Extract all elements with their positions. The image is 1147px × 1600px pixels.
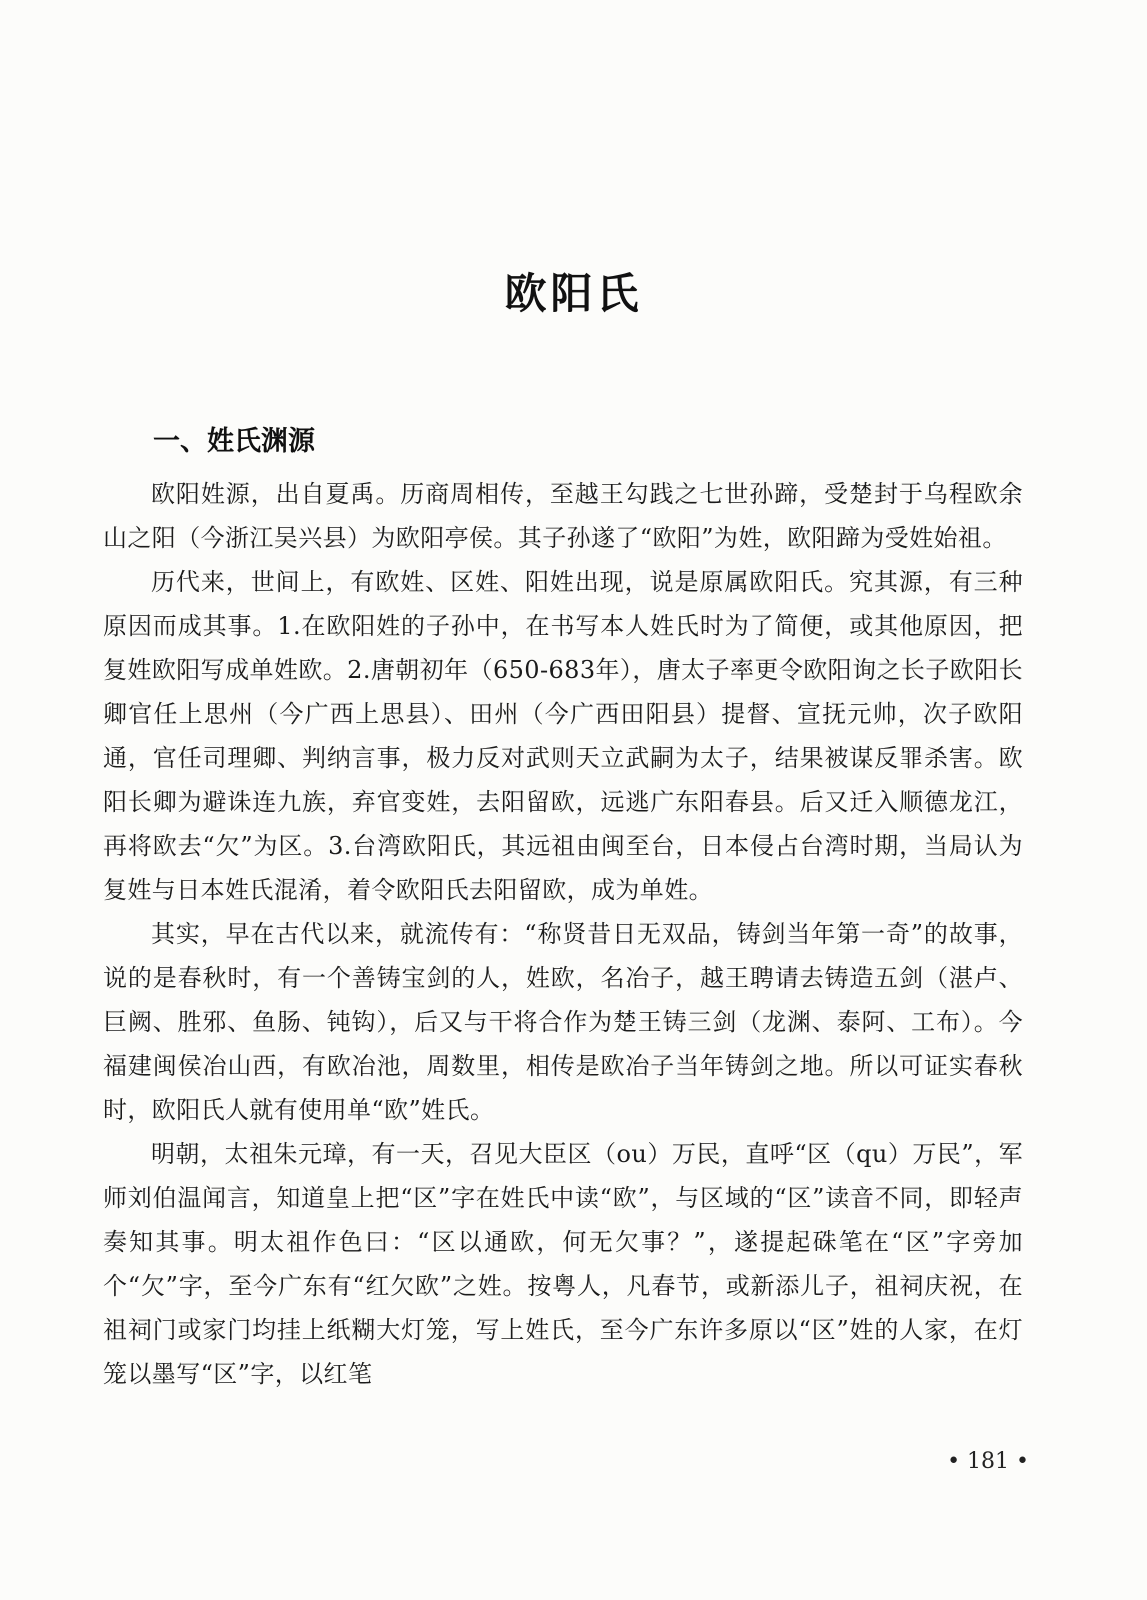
page-title: 欧阳氏 xyxy=(504,269,643,318)
page-number: • 181 • xyxy=(947,1449,1029,1474)
paragraph: 明朝，太祖朱元璋，有一天，召见大臣区（ou）万民，直呼“区（qu）万民”，军师刘伯温闻言，知道皇上把“区”字在姓氏中读“欧”，与区域的“区”读音不同，即轻声奏知其事。明太祖作色曰：“区以通欧，何无欠事？”，遂提起硃笔在“区”字旁加个“欠”字，至今广东有“红欠欧”之姓。按粤人，凡春节，或新添儿子，祖祠庆祝，在祖祠门或家门均挂上纸糊大灯笼，写上姓氏，至今广东许多原以“区”姓的人家，在灯笼以墨写“区”字，以红笔 xyxy=(103,1140,1023,1388)
body-text xyxy=(103,472,1023,1462)
paragraph: 历代来，世间上，有欧姓、区姓、阳姓出现，说是原属欧阳氏。究其源，有三种原因而成其事。1.在欧阳姓的子孙中，在书写本人姓氏时为了简便，或其他原因，把复姓欧阳写成单姓欧。2.唐朝初年（650-683年），唐太子率更令欧阳询之长子欧阳长卿官任上思州（今广西上思县）、田州（今广西田阳县）提督、宣抚元帅，次子欧阳通，官任司理卿、判纳言事，极力反对武则天立武嗣为太子，结果被谋反罪杀害。欧阳长卿为避诛连九族，弃官变姓，去阳留欧，远逃广东阳春县。后又迁入顺德龙江，再将欧去“欠”为区。3.台湾欧阳氏，其远祖由闽至台，日本侵占台湾时期，当局认为复姓与日本姓氏混淆，着令欧阳氏去阳留欧，成为单姓。 xyxy=(103,568,1023,904)
paragraph: 其实，早在古代以来，就流传有：“称贤昔日无双品，铸剑当年第一奇”的故事，说的是春秋时，有一个善铸宝剑的人，姓欧，名冶子，越王聘请去铸造五剑（湛卢、巨阙、胜邪、鱼肠、钝钩），后又与干将合作为楚王铸三剑（龙渊、泰阿、工布）。今福建闽侯冶山西，有欧冶池，周数里，相传是欧冶子当年铸剑之地。所以可证实春秋时，欧阳氏人就有使用单“欧”姓氏。 xyxy=(103,920,1023,1124)
section-heading: 一、姓氏渊源 xyxy=(153,426,315,457)
paragraph: 欧阳姓源，出自夏禹。历商周相传，至越王勾践之七世孙蹄，受楚封于乌程欧余山之阳（今浙江吴兴县）为欧阳亭侯。其子孙遂了“欧阳”为姓，欧阳蹄为受姓始祖。 xyxy=(103,480,1023,552)
